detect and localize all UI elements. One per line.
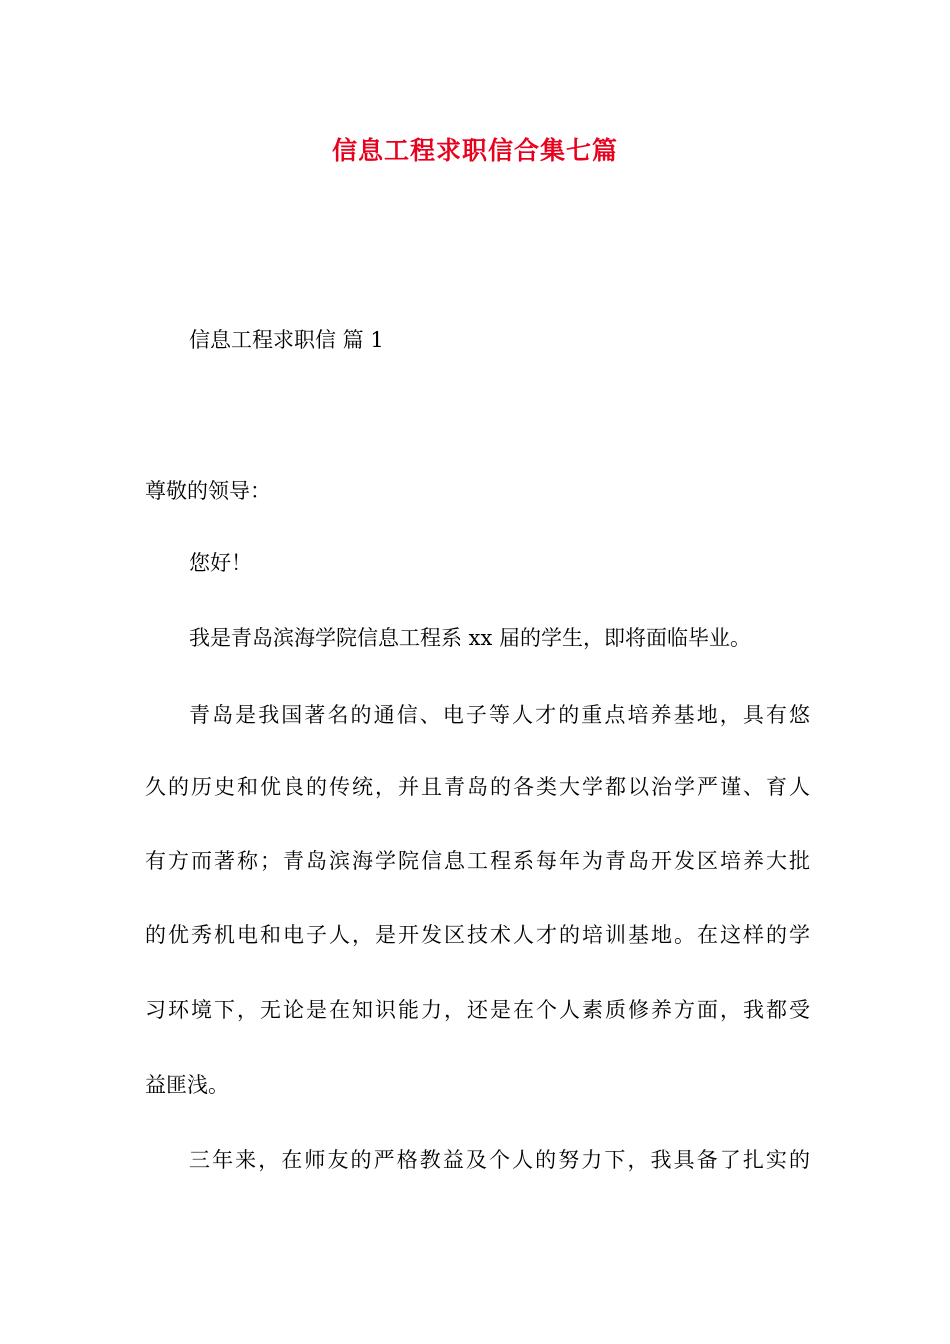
paragraph-1-line-1: 我是青岛滨海学院信息工程系 xx 届的学生，即将面临毕业。: [189, 626, 752, 650]
document-title: 信息工程求职信合集七篇: [331, 136, 618, 165]
greeting: 您好！: [189, 551, 252, 575]
paragraph-2-line-4: 的优秀机电和电子人，是开发区技术人才的培训基地。在这样的学: [145, 923, 810, 947]
paragraph-2-line-2: 久的历史和优良的传统，并且青岛的各类大学都以治学严谨、育人: [145, 775, 810, 799]
paragraph-2-line-3: 有方而著称；青岛滨海学院信息工程系每年为青岛开发区培养大批: [145, 849, 810, 873]
paragraph-3-line-1: 三年来，在师友的严格教益及个人的努力下，我具备了扎实的: [189, 1148, 810, 1172]
paragraph-2-line-6: 益匪浅。: [145, 1073, 229, 1097]
paragraph-2-line-5: 习环境下，无论是在知识能力，还是在个人素质修养方面，我都受: [145, 998, 810, 1022]
section-heading: 信息工程求职信 篇 1: [189, 328, 384, 352]
paragraph-2-line-1: 青岛是我国著名的通信、电子等人才的重点培养基地，具有悠: [189, 703, 810, 727]
salutation: 尊敬的领导：: [145, 479, 271, 503]
